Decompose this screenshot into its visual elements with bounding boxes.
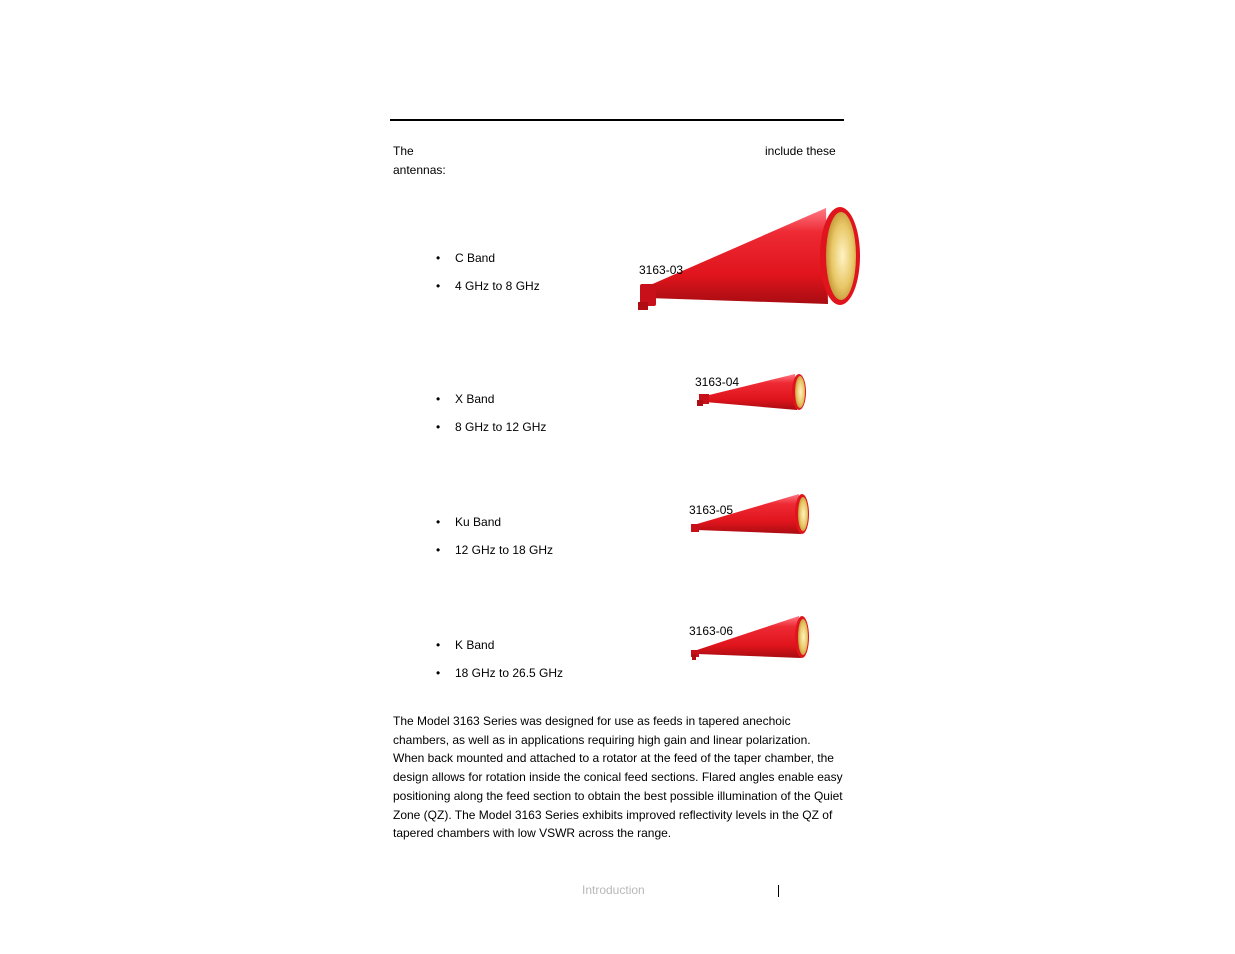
bullet-icon: • <box>436 420 441 434</box>
horn-antenna-3163-06 <box>689 614 814 662</box>
intro-right-words: include these <box>765 144 836 158</box>
bullet-icon: • <box>436 543 441 557</box>
band-name: X Band <box>455 392 495 406</box>
model-label: 3163-06 <box>689 624 734 638</box>
band-range: 4 GHz to 8 GHz <box>455 279 540 293</box>
intro-second-line: antennas: <box>393 163 446 177</box>
model-label: 3163-03 <box>639 263 684 277</box>
horn-icon <box>638 204 863 314</box>
horn-antenna-3163-03 <box>638 204 863 314</box>
bullet-icon: • <box>436 392 441 406</box>
model-label: 3163-05 <box>689 503 734 517</box>
intro-left-word: The <box>393 144 414 158</box>
bullet-icon: • <box>436 279 441 293</box>
band-range: 18 GHz to 26.5 GHz <box>455 666 564 680</box>
band-name: C Band <box>455 251 496 265</box>
band-name: Ku Band <box>455 515 502 529</box>
band-name: K Band <box>455 638 495 652</box>
bullet-icon: • <box>436 666 441 680</box>
footer-section-name: Introduction <box>582 883 645 897</box>
horn-icon <box>689 614 814 662</box>
description-paragraph: The Model 3163 Series was designed for use as feeds in tapered anechoic chambers, as well as in applications requiring high gain and linear polarization. When back mounted and attached to a rotator at the feed of the taper chamber, the design allows for rotation inside the conical feed sections. Flared angles enable easy positioning along the feed section to obtain the best possible illumination of the Quiet Zone (QZ). The Model 3163 Series exhibits improved reflectivity levels in the QZ of tapered chambers with low VSWR across the range. <box>393 714 843 841</box>
bullet-icon: • <box>436 638 441 652</box>
footer-separator <box>778 885 779 897</box>
intro-text <box>393 142 446 180</box>
bullet-icon: • <box>436 251 441 265</box>
header-rule <box>390 119 844 121</box>
bullet-icon: • <box>436 515 441 529</box>
band-range: 8 GHz to 12 GHz <box>455 420 547 434</box>
band-range: 12 GHz to 18 GHz <box>455 543 554 557</box>
model-label: 3163-04 <box>695 375 740 389</box>
